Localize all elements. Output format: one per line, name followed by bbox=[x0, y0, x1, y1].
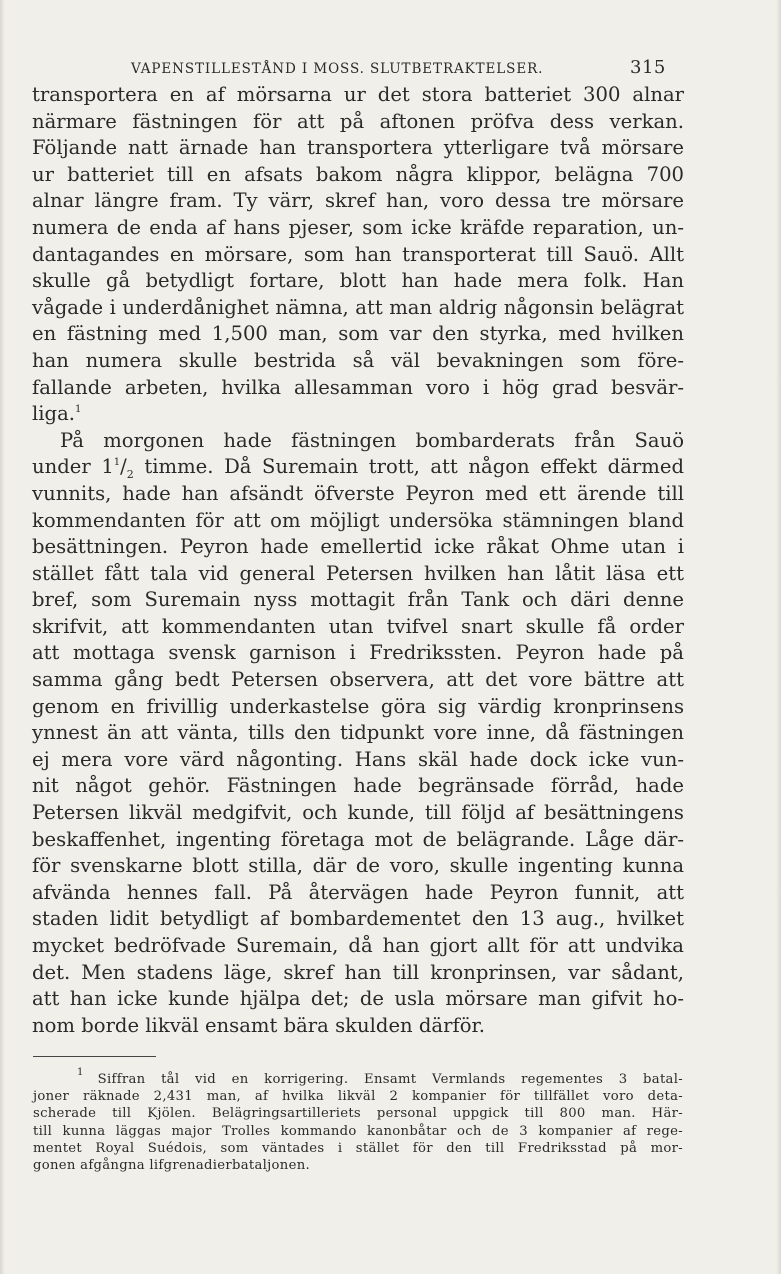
text-line: ej mera vore värd någonting. Hans skäl hade dock icke vun- bbox=[32, 747, 684, 771]
text-line: vågade i underdånighet nämna, att man aldrig någonsin belägrat bbox=[32, 295, 684, 319]
text-line: fallande arbeten, hvilka allesamman voro i hög grad besvär- bbox=[32, 375, 684, 399]
text-line: Följande natt ärnade han transportera ytterligare två mörsare bbox=[32, 136, 684, 160]
footnotes bbox=[33, 1067, 683, 1174]
footnote-line: mentet Royal Suédois, som väntades i stället för den till Fredriksstad på mor- bbox=[33, 1140, 683, 1156]
text-line: för svenskarne blott stilla, där de voro, skulle ingenting kunna bbox=[32, 854, 684, 878]
text-line: transportera en af mörsarna ur det stora batteriet 300 alnar bbox=[32, 83, 684, 106]
paragraph-start-line: På morgonen hade fästningen bombarderats från Sauö bbox=[60, 428, 684, 452]
footnote-reference: 1 bbox=[75, 404, 82, 416]
text-line: ynnest än att vänta, tills den tidpunkt vore inne, då fästningen bbox=[32, 721, 684, 745]
fraction-denominator: 2 bbox=[126, 468, 134, 482]
running-head bbox=[0, 56, 781, 82]
footnote-line: till kunna läggas major Trolles kommando kanonbåtar och de 3 kompanier af rege- bbox=[33, 1123, 683, 1139]
text-line: nom borde likväl ensamt bära skulden därför. bbox=[32, 1013, 485, 1037]
footnote-separator bbox=[33, 1056, 156, 1057]
text-fragment: liga. bbox=[32, 402, 75, 426]
page-edge-shadow-left bbox=[0, 0, 5, 1274]
page-edge-shadow-right bbox=[776, 0, 781, 1274]
text-fragment: timme. Då Suremain trott, att någon effekt därmed bbox=[133, 455, 684, 479]
text-line: Petersen likväl medgifvit, och kunde, till följd af besättningens bbox=[32, 801, 684, 825]
text-line: samma gång bedt Petersen observera, att det vore bättre att bbox=[32, 668, 684, 692]
text-fragment: under 1 bbox=[32, 455, 114, 479]
text-line: mycket bedröfvade Suremain, då han gjort allt för att undvika bbox=[32, 934, 684, 957]
text-line: ur batteriet till en afsats bakom några klippor, belägna 700 bbox=[32, 162, 684, 186]
text-line: skrifvit, att kommendanten utan tvifvel snart skulle få order bbox=[32, 614, 684, 638]
text-line: nit något gehör. Fästningen hade begränsade förråd, hade bbox=[32, 774, 684, 798]
footnote-line: gonen afgångna lifgrenadierbataljonen. bbox=[33, 1157, 310, 1173]
text-line: besättningen. Peyron hade emellertid icke råkat Ohme utan i bbox=[32, 535, 684, 559]
text-line: det. Men stadens läge, skref han till kronprinsen, var sådant, bbox=[32, 960, 684, 984]
text-line: alnar längre fram. Ty värr, skref han, voro dessa tre mörsare bbox=[32, 189, 684, 213]
text-line bbox=[32, 401, 684, 428]
text-fragment: Siffran tål vid en korrigering. Ensamt Vermlands regementes 3 batal- bbox=[97, 1072, 683, 1087]
body-text bbox=[32, 82, 684, 1039]
text-line: afvända hennes fall. På återvägen hade Peyron funnit, att bbox=[32, 880, 684, 904]
text-line: stället fått tala vid general Petersen hvilken han låtit läsa ett bbox=[32, 561, 684, 585]
text-line: genom en frivillig underkastelse göra sig värdig kronprinsens bbox=[32, 694, 684, 718]
fraction-numerator: 1 bbox=[113, 457, 121, 469]
text-line: under $1^1/_2$ timme. Då Suremain trott, att någon effekt därmed bbox=[32, 455, 684, 482]
text-line: att han icke kunde hjälpa det; de usla mörsare man gifvit ho- bbox=[32, 987, 684, 1011]
page-number: 315 bbox=[630, 57, 666, 78]
footnote-line: scherade till Kjölen. Belägringsartilleriets personal uppgick till 800 man. Här- bbox=[33, 1106, 683, 1122]
text-line: skulle gå betydligt fortare, blott han hade mera folk. Han bbox=[32, 269, 684, 293]
text-line: att mottaga svensk garnison i Fredrikssten. Peyron hade på bbox=[32, 641, 684, 665]
text-line: han numera skulle bestrida så väl bevakningen som före- bbox=[32, 348, 684, 372]
text-line: bref, som Suremain nyss mottagit från Tank och däri denne bbox=[32, 588, 684, 612]
text-line: en fästning med 1,500 man, som var den styrka, med hvilken bbox=[32, 322, 684, 346]
text-line: beskaffenhet, ingenting företaga mot de belägrande. Låge där- bbox=[32, 827, 684, 851]
text-line: numera de enda af hans pjeser, som icke kräfde reparation, un- bbox=[32, 215, 684, 239]
running-title: VAPENSTILLESTÅND I MOSS. SLUTBETRAKTELSER. bbox=[131, 61, 544, 77]
text-line: närmare fästningen för att på aftonen pröfva dess verkan. bbox=[32, 109, 684, 133]
text-line: kommendanten för att om möjligt undersöka stämningen bland bbox=[32, 508, 684, 532]
footnote-line: $^1$ Siffran tål vid en korrigering. Ensamt Vermlands regementes 3 batal- bbox=[77, 1067, 683, 1087]
footnote-line: joner räknade 2,431 man, af hvilka likväl 2 kompanier för tillfället voro deta- bbox=[33, 1089, 683, 1105]
text-line: dantagandes en mörsare, som han transporterat till Sauö. Allt bbox=[32, 242, 684, 266]
text-line: staden lidit betydligt af bombardementet den 13 aug., hvilket bbox=[32, 907, 684, 931]
text-line: vunnits, hade han afsändt öfverste Peyron med ett ärende till bbox=[32, 481, 684, 505]
